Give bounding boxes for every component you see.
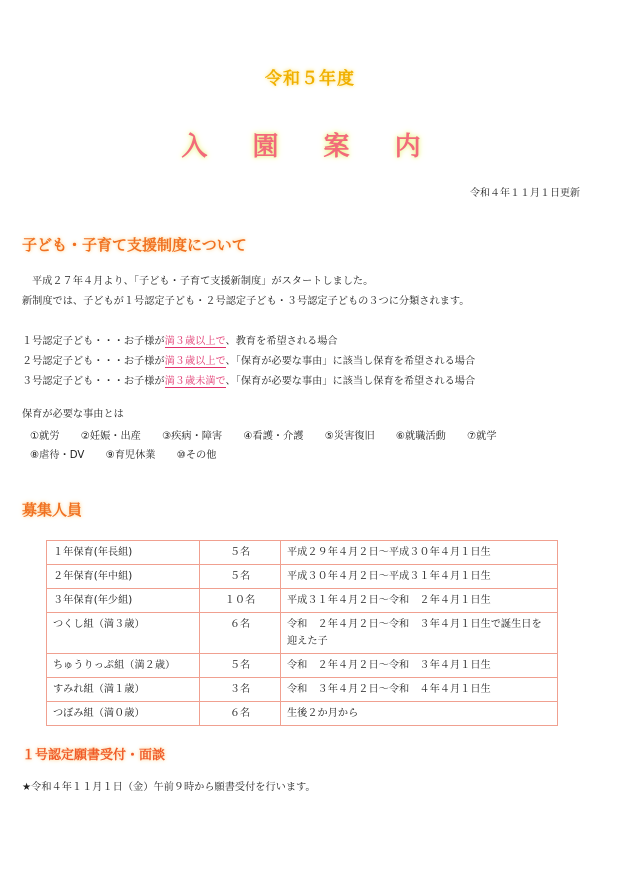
- reason-item: ⑧虐待・DV: [30, 450, 85, 461]
- table-row: [47, 613, 558, 654]
- reason-item: ③疾病・障害: [162, 431, 223, 442]
- class-cell: ちゅうりっぷ組（満２歳）: [47, 654, 200, 678]
- class-cell: すみれ組（満１歳）: [47, 678, 200, 702]
- age-condition-highlight: 満３歳以上で: [164, 336, 226, 347]
- certification-item: ２号認定子ども・・・お子様が満３歳以上で、「保育が必要な事由」に該当し保育を希望される場合: [22, 356, 476, 367]
- table-row: [47, 678, 558, 702]
- class-cell: １年保育(年長組): [47, 541, 200, 565]
- support-system-heading: 子ども・子育て支援制度について: [22, 236, 247, 254]
- application-heading: １号認定願書受付・面談: [22, 748, 166, 763]
- period-cell: 生後２か月から: [281, 702, 558, 726]
- application-notice: ★令和４年１１月１日（金）午前９時から願書受付を行います。: [22, 782, 316, 793]
- period-cell: 平成２９年４月２日～平成３０年４月１日生: [281, 541, 558, 565]
- class-cell: ２年保育(年中組): [47, 565, 200, 589]
- period-cell: 平成３０年４月２日～平成３１年４月１日生: [281, 565, 558, 589]
- reasons-title: 保育が必要な事由とは: [22, 409, 124, 420]
- reason-item: ②妊娠・出産: [80, 431, 141, 442]
- period-cell: 平成３１年４月２日～令和 ２年４月１日生: [281, 589, 558, 613]
- age-condition-highlight: 満３歳未満で: [164, 376, 226, 387]
- certification-item: ３号認定子ども・・・お子様が満３歳未満で、「保育が必要な事由」に該当し保育を希望される場合: [22, 376, 476, 387]
- reasons-list: [30, 427, 515, 465]
- reason-item: ①就労: [30, 431, 60, 442]
- period-cell: 令和 ３年４月２日～令和 ４年４月１日生: [281, 678, 558, 702]
- intro-paragraph: [22, 272, 469, 312]
- certification-list: [22, 332, 475, 392]
- page-title: 入 園 案 内: [181, 132, 439, 162]
- table-row: [47, 702, 558, 726]
- count-cell: ６名: [200, 613, 281, 654]
- recruitment-table: [46, 540, 558, 726]
- table-row: [47, 654, 558, 678]
- count-cell: ５名: [200, 565, 281, 589]
- reason-item: ⑨育児休業: [105, 450, 156, 461]
- year-title: 令和５年度: [265, 69, 355, 89]
- age-condition-highlight: 満３歳以上で: [164, 356, 226, 367]
- reason-item: ④看護・介護: [243, 431, 304, 442]
- period-cell: 令和 ２年４月２日～令和 ３年４月１日生: [281, 654, 558, 678]
- reasons-row-2: [30, 446, 515, 465]
- count-cell: ３名: [200, 678, 281, 702]
- intro-line-2: 新制度では、子どもが１号認定子ども・２号認定子ども・３号認定子どもの３つに分類されます。: [22, 296, 470, 307]
- reason-item: ⑥就職活動: [395, 431, 446, 442]
- count-cell: ５名: [200, 541, 281, 565]
- count-cell: ５名: [200, 654, 281, 678]
- table-row: [47, 589, 558, 613]
- class-cell: つくし組（満３歳）: [47, 613, 200, 654]
- updated-date: 令和４年１１月１日更新: [470, 188, 580, 199]
- recruitment-heading: 募集人員: [22, 501, 83, 519]
- certification-item: １号認定子ども・・・お子様が満３歳以上で、教育を希望される場合: [22, 336, 338, 347]
- reasons-row-1: [30, 427, 515, 446]
- table-row: [47, 565, 558, 589]
- period-cell: 令和 ２年４月２日～令和 ３年４月１日生で誕生日を迎えた子: [281, 613, 558, 654]
- reason-item: ⑩その他: [176, 450, 217, 461]
- count-cell: １０名: [200, 589, 281, 613]
- class-cell: ３年保育(年少組): [47, 589, 200, 613]
- class-cell: つぼみ組（満０歳）: [47, 702, 200, 726]
- reason-item: ⑦就学: [467, 431, 497, 442]
- count-cell: ６名: [200, 702, 281, 726]
- intro-line-1: 平成２７年４月より、「子ども・子育て支援新制度」がスタートしました。: [32, 276, 374, 287]
- table-row: [47, 541, 558, 565]
- reason-item: ⑤災害復旧: [324, 431, 375, 442]
